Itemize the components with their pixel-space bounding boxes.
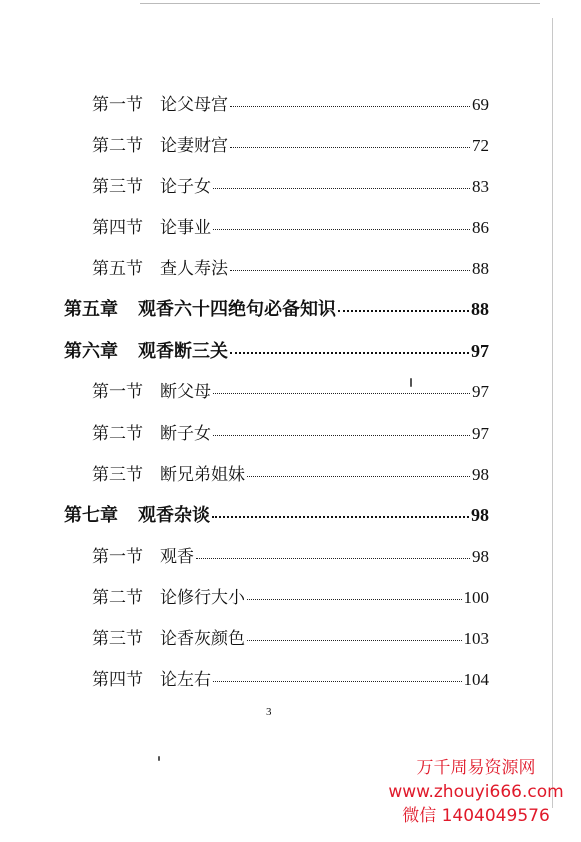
toc-entry-number: 第二节 xyxy=(92,588,143,608)
toc-entry-title: 论子女 xyxy=(160,177,211,197)
toc-entry[interactable] xyxy=(92,254,489,279)
toc-entry-page: 86 xyxy=(472,218,489,237)
toc-entry[interactable] xyxy=(92,377,489,402)
toc-entry-title: 断子女 xyxy=(160,424,211,444)
toc-entry-title: 论左右 xyxy=(160,670,211,690)
dot-leader xyxy=(212,516,469,518)
toc-entry-title: 查人寿法 xyxy=(160,259,228,279)
dot-leader xyxy=(213,435,470,436)
dot-leader xyxy=(213,188,470,189)
toc-entry-page: 88 xyxy=(472,259,489,278)
watermark-contact: 微信 1404049576 xyxy=(402,806,550,826)
toc-entry-title: 论事业 xyxy=(160,218,211,238)
dot-leader xyxy=(213,393,470,394)
dot-leader xyxy=(247,599,462,600)
watermark xyxy=(376,756,576,828)
toc-entry-page: 98 xyxy=(472,465,489,484)
watermark-url[interactable]: www.zhouyi666.com xyxy=(388,782,564,802)
dot-leader xyxy=(230,106,470,107)
toc-entry[interactable] xyxy=(92,542,489,567)
toc-entry-title: 论香灰颜色 xyxy=(160,629,245,649)
toc-entry-page: 103 xyxy=(463,629,489,648)
toc-entry-title: 断兄弟姐妹 xyxy=(160,465,245,485)
dot-leader xyxy=(213,681,462,682)
toc-entry-page: 104 xyxy=(463,670,489,689)
toc-entry-title: 论妻财宫 xyxy=(160,136,228,156)
toc-entry-number: 第四节 xyxy=(92,218,143,238)
toc-chapter-title: 观香六十四绝句必备知识 xyxy=(138,299,336,320)
toc-entry-number: 第三节 xyxy=(92,629,143,649)
toc-chapter-number: 第七章 xyxy=(64,505,118,526)
toc-chapter-number: 第六章 xyxy=(64,341,118,362)
toc-entry-number: 第四节 xyxy=(92,670,143,690)
toc-entry-page: 97 xyxy=(472,382,489,401)
dot-leader xyxy=(196,558,470,559)
toc-entry-title: 观香 xyxy=(160,547,194,567)
toc-chapter-page: 97 xyxy=(471,341,489,361)
toc-entry-page: 72 xyxy=(472,136,489,155)
toc-entry-title: 论父母宫 xyxy=(160,95,228,115)
toc-entry-page: 100 xyxy=(463,588,489,607)
toc-entry-number: 第三节 xyxy=(92,177,143,197)
dot-leader xyxy=(230,147,470,148)
dot-leader xyxy=(338,310,469,312)
toc-entry-title: 论修行大小 xyxy=(160,588,245,608)
scan-speck xyxy=(410,378,412,387)
toc-chapter-title: 观香杂谈 xyxy=(138,505,210,526)
toc-entry[interactable] xyxy=(92,460,489,485)
toc-chapter-entry[interactable] xyxy=(64,295,489,321)
toc-chapter-number: 第五章 xyxy=(64,299,118,320)
toc-entry[interactable] xyxy=(92,624,489,649)
toc-chapter-page: 88 xyxy=(471,299,489,319)
toc-entry-page: 97 xyxy=(472,424,489,443)
toc-entry-number: 第一节 xyxy=(92,95,143,115)
toc-entry-number: 第一节 xyxy=(92,382,143,402)
dot-leader xyxy=(247,640,462,641)
toc-entry[interactable] xyxy=(92,213,489,238)
toc-entry[interactable] xyxy=(92,172,489,197)
toc-entry-number: 第三节 xyxy=(92,465,143,485)
toc-entry[interactable] xyxy=(92,131,489,156)
toc-entry-title: 断父母 xyxy=(160,382,211,402)
toc-entry-number: 第五节 xyxy=(92,259,143,279)
toc-entry[interactable] xyxy=(92,90,489,115)
toc-entry[interactable] xyxy=(92,583,489,608)
toc-entry-number: 第二节 xyxy=(92,136,143,156)
toc-entry-page: 98 xyxy=(472,547,489,566)
dot-leader xyxy=(230,270,470,271)
toc-chapter-entry[interactable] xyxy=(64,337,489,363)
toc-chapter-entry[interactable] xyxy=(64,501,489,527)
dot-leader xyxy=(230,352,469,354)
watermark-site-name: 万千周易资源网 xyxy=(416,758,536,778)
page-number: 3 xyxy=(266,706,272,718)
scan-speck xyxy=(158,756,160,761)
toc-chapter-title: 观香断三关 xyxy=(138,341,228,362)
top-border-line xyxy=(140,3,540,4)
dot-leader xyxy=(247,476,470,477)
toc-entry-number: 第二节 xyxy=(92,424,143,444)
toc-entry-page: 83 xyxy=(472,177,489,196)
toc-entry-number: 第一节 xyxy=(92,547,143,567)
toc-chapter-page: 98 xyxy=(471,505,489,525)
right-border-line xyxy=(552,18,553,808)
dot-leader xyxy=(213,229,470,230)
toc-entry-page: 69 xyxy=(472,95,489,114)
toc-entry[interactable] xyxy=(92,665,489,690)
toc-entry[interactable] xyxy=(92,419,489,444)
